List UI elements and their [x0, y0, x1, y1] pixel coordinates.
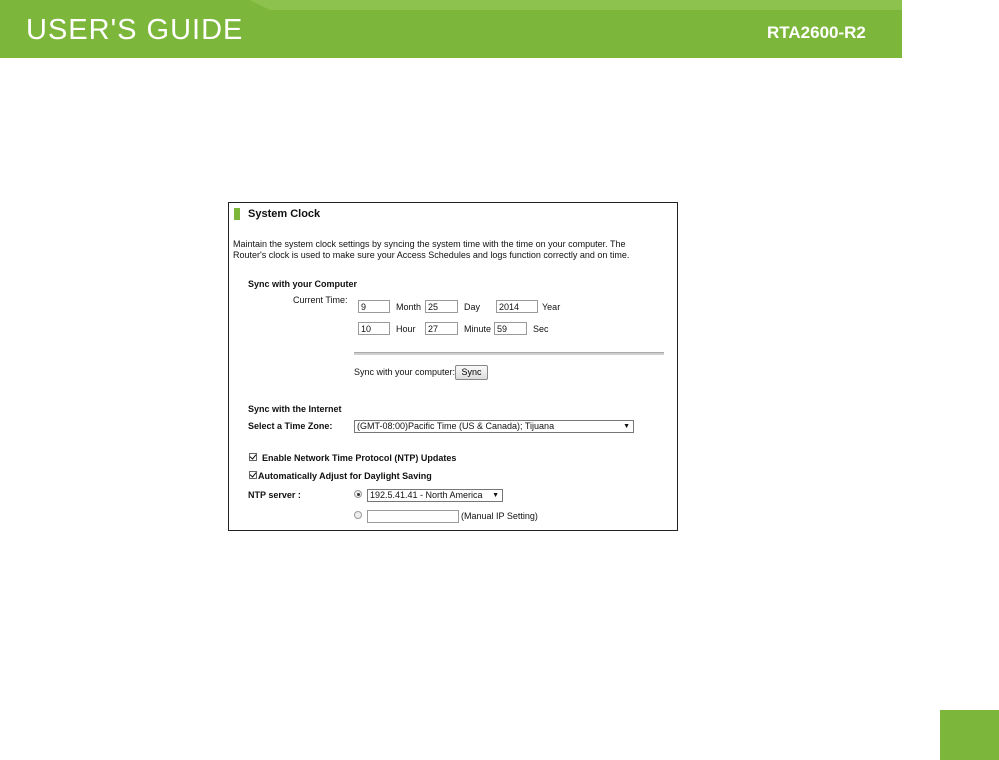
month-label: Month: [396, 302, 422, 312]
ntp-server-manual-radio[interactable]: [354, 511, 362, 519]
section-divider: [354, 352, 664, 355]
current-time-label: Current Time:: [293, 295, 348, 305]
timezone-label: Select a Time Zone:: [248, 421, 333, 431]
description-line-1: Maintain the system clock settings by syncing the system time with the time on your computer. The: [233, 239, 626, 249]
sync-button[interactable]: Sync: [455, 365, 488, 380]
sec-input[interactable]: 59: [494, 322, 527, 335]
hour-label: Hour: [396, 324, 416, 334]
day-label: Day: [464, 302, 481, 312]
banner-notch: [0, 0, 902, 10]
year-input[interactable]: 2014: [496, 300, 538, 313]
ntp-server-select[interactable]: [367, 489, 503, 502]
minute-input[interactable]: 27: [425, 322, 458, 335]
chevron-down-icon: ▼: [623, 423, 630, 430]
timezone-select[interactable]: [354, 420, 634, 433]
page-number-box: [940, 710, 999, 760]
hour-input[interactable]: 10: [358, 322, 390, 335]
daylight-saving-label: Automatically Adjust for Daylight Saving: [258, 471, 432, 481]
heading-marker: [234, 208, 240, 220]
day-input[interactable]: 25: [425, 300, 458, 313]
manual-ip-input[interactable]: [367, 510, 459, 523]
guide-title: USER'S GUIDE: [26, 14, 244, 46]
ntp-server-preset-radio[interactable]: [354, 490, 362, 498]
description-line-2: Router's clock is used to make sure your Access Schedules and logs function correctly and on time.: [233, 250, 630, 260]
sync-computer-label: Sync with your computer:: [354, 367, 456, 377]
sync-internet-heading: Sync with the Internet: [248, 404, 342, 414]
month-input[interactable]: 9: [358, 300, 390, 313]
model-number: RTA2600-R2: [767, 23, 866, 42]
ntp-enable-checkbox[interactable]: [249, 453, 257, 461]
ntp-server-value: 192.5.41.41 - North America: [370, 490, 483, 500]
manual-ip-label: (Manual IP Setting): [461, 511, 538, 521]
ntp-enable-label: Enable Network Time Protocol (NTP) Updates: [262, 453, 457, 463]
timezone-value: (GMT-08:00)Pacific Time (US & Canada); Tijuana: [357, 421, 555, 431]
ntp-server-label: NTP server :: [248, 490, 301, 500]
year-label: Year: [542, 302, 561, 312]
minute-label: Minute: [464, 324, 492, 334]
sec-label: Sec: [533, 324, 549, 334]
sync-computer-heading: Sync with your Computer: [248, 279, 358, 289]
daylight-saving-checkbox[interactable]: [249, 471, 257, 479]
chevron-down-icon: ▼: [492, 492, 499, 499]
system-clock-panel: [228, 202, 678, 531]
panel-title: System Clock: [248, 208, 321, 220]
